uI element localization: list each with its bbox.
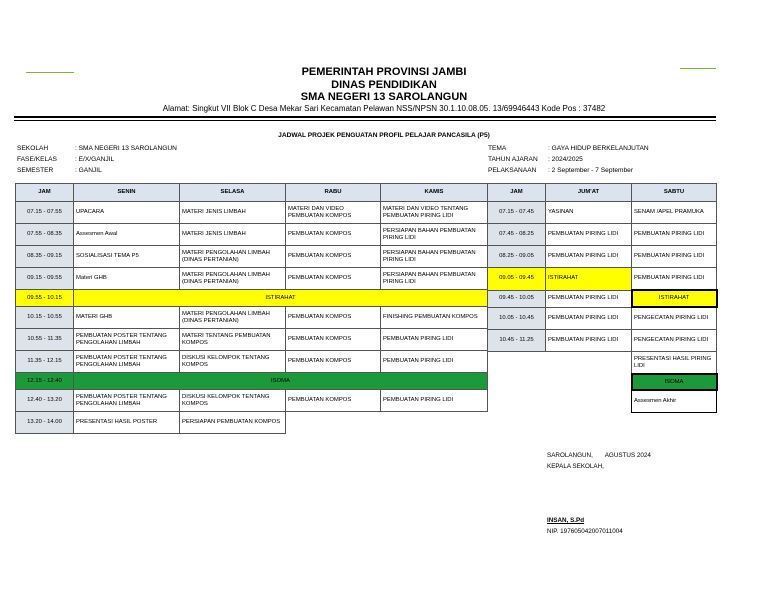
table-row: 07.55 - 08.35 Assesmen Awal MATERI JENIS LIMBAH PEMBUATAN KOMPOS PERSIAPAN BAHAN PEMBUATAN PIRING LIDI	[16, 224, 488, 246]
col-header-senin: SENIN	[74, 184, 180, 202]
info-row-year: TAHUN AJARAN : 2024/2025	[488, 156, 583, 163]
signature-role: KEPALA SEKOLAH,	[547, 463, 604, 470]
table-row: 07.15 - 07.55 UPACARA MATERI JENIS LIMBAH MATERI DAN VIDEO PEMBUATAN KOMPOS MATERI DAN VIDEO TENTANG PEMBUATAN PIRING LIDI	[16, 202, 488, 224]
col-header-jumat: JUM'AT	[546, 184, 632, 202]
table-row: 07.15 - 07.45 YASINAN SENAM /APEL PRAMUKA	[488, 202, 717, 224]
schedule-table-mon-thu	[15, 183, 488, 434]
table-row: 10.45 - 11.25 PEMBUATAN PIRING LIDI PENGECATAN PIRING LIDI	[488, 330, 717, 352]
header-address: Alamat: Singkut VII Blok C Desa Mekar Sari Kecamatan Pelawan NSS/NPSN 30.1.10.08.05. 13/69946443 Kode Pos : 37482	[162, 104, 606, 113]
info-right	[488, 143, 649, 176]
table-row: 10.05 - 10.45 PEMBUATAN PIRING LIDI PENGECATAN PIRING LIDI	[488, 307, 717, 330]
sabtu-istirahat: ISTIRAHAT	[632, 290, 717, 307]
col-header-jam: JAM	[488, 184, 546, 202]
col-header-selasa: SELASA	[180, 184, 286, 202]
col-header-kamis: KAMIS	[381, 184, 488, 202]
signature-name: INSAN, S.Pd	[547, 517, 585, 524]
table-row: 08.35 - 09.15 SOSIALISASI TEMA P5 MATERI PENGOLAHAN LIMBAH (DINAS PERTANIAN) PEMBUATAN KOMPOS PERSIAPAN BAHAN PEMBUATAN PIRING LIDI	[16, 246, 488, 268]
col-header-rabu: RABU	[286, 184, 381, 202]
table-row: 07.45 - 08.25 PEMBUATAN PIRING LIDI PEMBUATAN PIRING LIDI	[488, 224, 717, 246]
header-government: PEMERINTAH PROVINSI JAMBI	[301, 66, 467, 78]
schedule-table-fri-sat	[487, 183, 718, 413]
signature-nip: NIP. 197605042007011004	[547, 528, 623, 535]
table-row: Assesmen Akhir	[488, 390, 717, 413]
info-left	[17, 143, 177, 176]
table-row: PRESENTASI HASIL PIRING LIDI	[488, 352, 717, 375]
table-row: 13.20 - 14.00 PRESENTASI HASIL POSTER PERSIAPAN PEMBUATAN KOMPOS	[16, 412, 488, 434]
info-row-semester: SEMESTER : GANJIL	[17, 167, 102, 174]
col-header-sabtu: SABTU	[632, 184, 717, 202]
table-row: 09.05 - 09.45 ISTIRAHAT PEMBUATAN PIRING LIDI	[488, 268, 717, 291]
table-row: 09.15 - 09.55 Materi GHB MATERI PENGOLAHAN LIMBAH (DINAS PERTANIAN) PEMBUATAN KOMPOS PERSIAPAN BAHAN PEMBUATAN PIRING LIDI	[16, 268, 488, 290]
table-row	[488, 374, 717, 390]
table-row-isoma: 12.15 - 12.40 ISOMA	[16, 373, 488, 390]
table-row: 11.35 - 12.15 PEMBUATAN POSTER TENTANG PENGOLAHAN LIMBAH DISKUSI KELOMPOK TENTANG KOMPOS PEMBUATAN KOMPOS PEMBUATAN PIRING LIDI	[16, 351, 488, 373]
header-department: DINAS PENDIDIKAN	[331, 79, 437, 91]
info-row-schedule: PELAKSANAAN : 2 September - 7 September	[488, 167, 634, 174]
document-title: JADWAL PROJEK PENGUATAN PROFIL PELAJAR PANCASILA (P5)	[278, 132, 490, 139]
info-row-phase: FASE/KELAS : E/X/GANJIL	[17, 156, 115, 163]
table-row-break: 09.55 - 10.15 ISTIRAHAT	[16, 290, 488, 307]
info-row-theme: TEMA : GAYA HIDUP BERKELANJUTAN	[488, 145, 649, 152]
header-school: SMA NEGERI 13 SAROLANGUN	[300, 91, 468, 103]
sabtu-isoma: ISOMA	[632, 374, 717, 390]
table-row: 09.45 - 10.05 PEMBUATAN PIRING LIDI ISTIRAHAT	[488, 290, 717, 307]
table-row: 12.40 - 13.20 PEMBUATAN POSTER TENTANG PENGOLAHAN LIMBAH DISKUSI KELOMPOK TENTANG KOMPOS PEMBUATAN KOMPOS PEMBUATAN PIRING LIDI	[16, 390, 488, 412]
signature-place-date: SAROLANGUN, AGUSTUS 2024	[547, 452, 651, 459]
isoma-band: ISOMA	[74, 373, 488, 390]
col-header-jam: JAM	[16, 184, 74, 202]
table-row: 08.25 - 09.05 PEMBUATAN PIRING LIDI PEMBUATAN PIRING LIDI	[488, 246, 717, 268]
istirahat-band: ISTIRAHAT	[74, 290, 488, 307]
info-row-school: SEKOLAH : SMA NEGERI 13 SAROLANGUN	[17, 145, 177, 152]
table-row: 10.55 - 11.35 PEMBUATAN POSTER TENTANG PENGOLAHAN LIMBAH MATERI TENTANG PEMBUATAN KOMPOS PEMBUATAN KOMPOS PEMBUATAN PIRING LIDI	[16, 329, 488, 351]
table-row: 10.15 - 10.55 MATERI GHB MATERI PENGOLAHAN LIMBAH (DINAS PERTANIAN) PEMBUATAN KOMPOS FINISHING PEMBUATAN KOMPOS	[16, 307, 488, 329]
header-rule-thick	[14, 116, 716, 118]
header-rule-thin	[14, 120, 716, 121]
